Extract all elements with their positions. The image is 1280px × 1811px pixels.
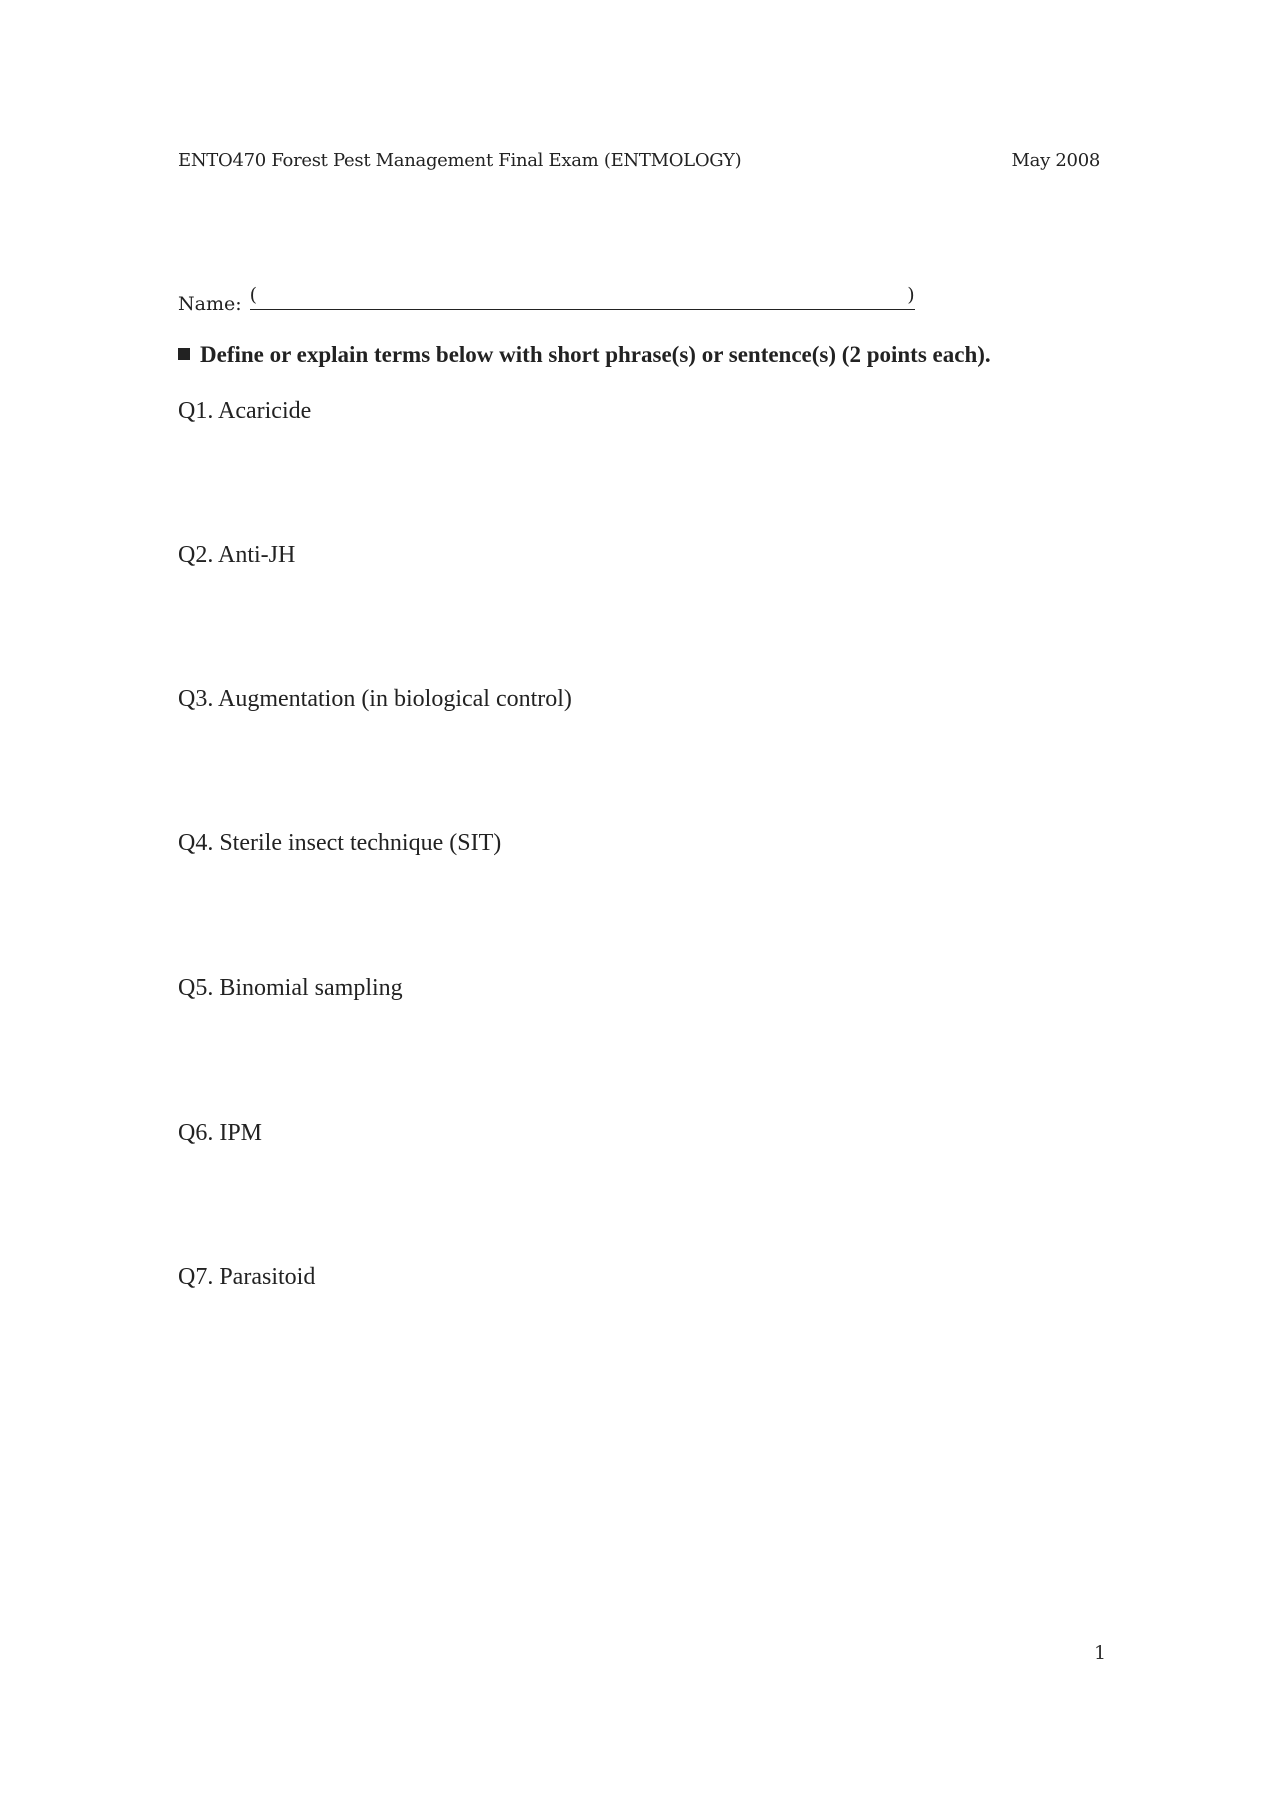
name-row [178,285,915,315]
name-blank-line[interactable] [250,285,915,310]
instruction-text: Define or explain terms below with short phrase(s) or sentence(s) (2 points each). [200,342,991,367]
instructions [178,342,991,368]
exam-date: May 2008 [1011,150,1100,171]
question-1: Q1. Acaricide [178,398,312,424]
name-label: Name: [178,293,242,315]
square-bullet-icon [178,348,190,360]
question-5: Q5. Binomial sampling [178,975,403,1001]
question-3: Q3. Augmentation (in biological control) [178,686,572,712]
page-number: 1 [1094,1642,1107,1664]
question-6: Q6. IPM [178,1120,263,1146]
question-4: Q4. Sterile insect technique (SIT) [178,830,502,856]
name-open-paren: ( [249,284,258,306]
exam-title: ENTO470 Forest Pest Management Final Exam (ENTMOLOGY) [178,150,742,171]
question-7: Q7. Parasitoid [178,1264,316,1290]
name-close-paren: ) [907,284,915,306]
page-header [178,150,1100,180]
question-2: Q2. Anti-JH [178,542,296,568]
